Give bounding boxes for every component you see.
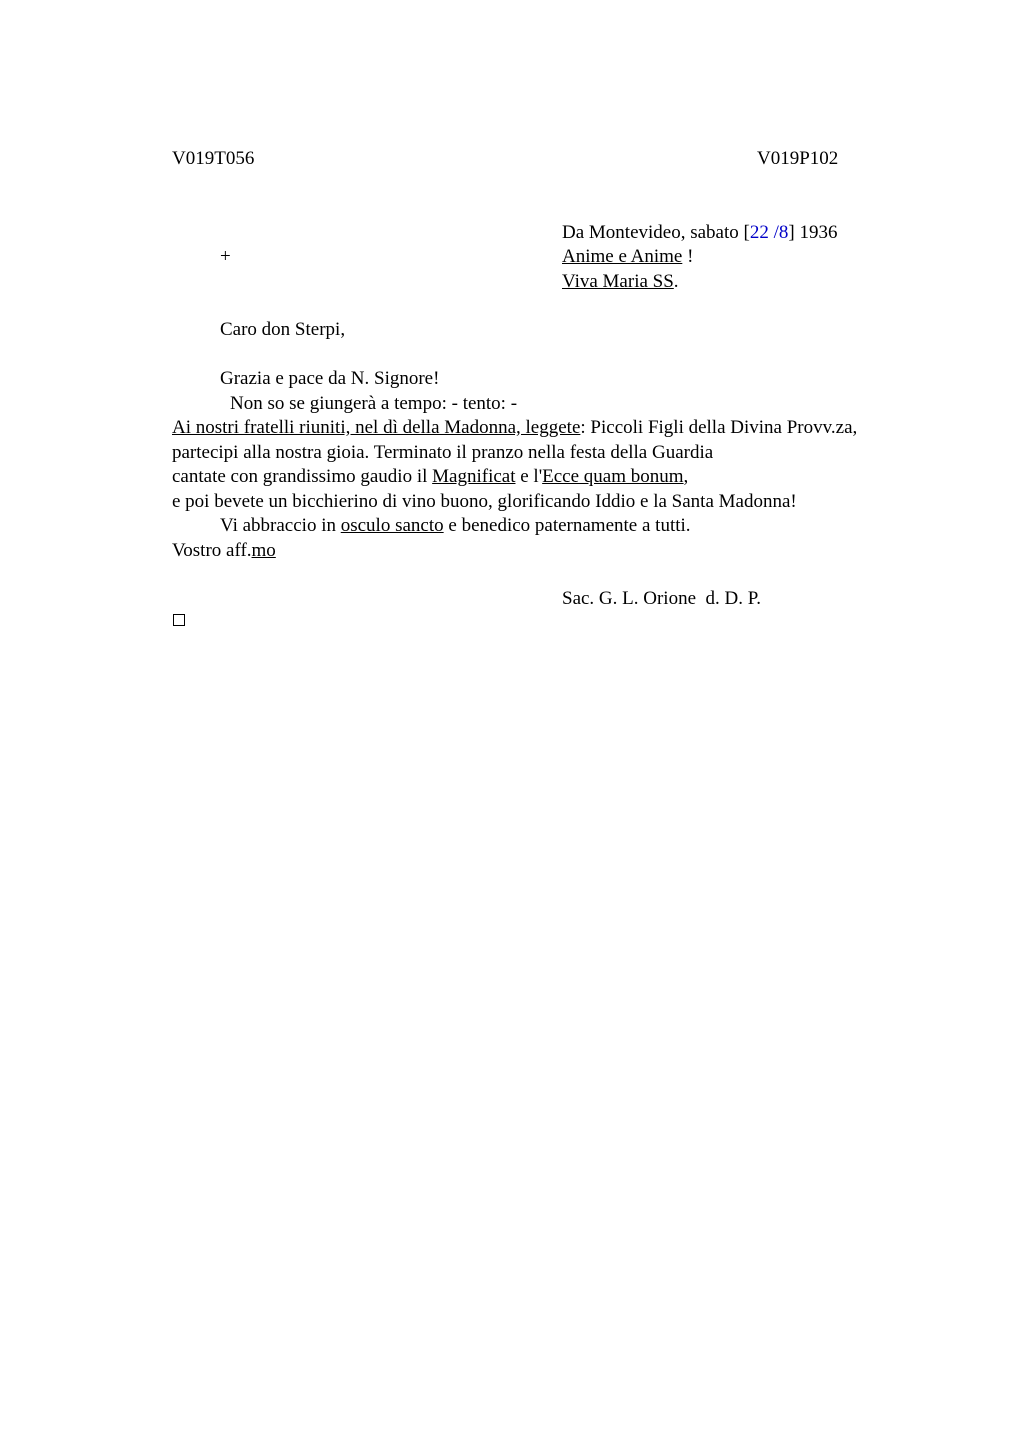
closing-a: Vostro aff. (172, 540, 252, 561)
body-line-2-rest: : Piccoli Figli della Divina Provv.za, (580, 417, 858, 438)
dateline (562, 222, 837, 244)
body-line-4-magnificat: Magnificat (432, 466, 516, 487)
motto-line-1 (562, 246, 693, 268)
body-line-6-underlined: osculo sancto (340, 515, 444, 536)
closing (172, 540, 276, 562)
motto-line-2 (562, 271, 679, 293)
salutation: Caro don Sterpi, (220, 319, 346, 340)
body-line-4-a: cantate con grandissimo gaudio il (172, 466, 433, 487)
cross-symbol: + (220, 246, 231, 267)
dateline-month: 8 (778, 222, 789, 243)
motto-1-underlined: Anime e Anime (562, 246, 683, 267)
signature: Sac. G. L. Orione d. D. P. (562, 588, 761, 609)
dateline-day: 22 (749, 222, 769, 243)
checkbox-square-icon (173, 614, 185, 626)
body-line-4-ecce: Ecce quam bonum (542, 466, 684, 487)
motto-2-underlined: Viva Maria SS (562, 271, 674, 292)
body-line-6-b: e benedico paternamente a tutti. (443, 515, 691, 536)
body-line-6 (220, 515, 691, 537)
body-line-6-a: Vi abbraccio in (220, 515, 341, 536)
closing-underlined: mo (251, 540, 276, 561)
body-line-4-b: e l' (515, 466, 543, 487)
body-line-4 (172, 466, 688, 488)
motto-1-rest: ! (682, 246, 694, 267)
body-line-1: Non so se giungerà a tempo: - tento: - (230, 393, 518, 414)
header-right-code: V019P102 (757, 148, 839, 169)
greeting: Grazia e pace da N. Signore! (220, 368, 440, 389)
header-left-code: V019T056 (172, 148, 255, 169)
dateline-suffix: ] 1936 (788, 222, 838, 243)
body-line-2 (172, 417, 857, 439)
dateline-prefix: Da Montevideo, sabato [ (562, 222, 750, 243)
body-line-5: e poi bevete un bicchierino di vino buono, glorificando Iddio e la Santa Madonna! (172, 491, 797, 512)
body-line-4-c: , (683, 466, 689, 487)
dateline-separator: / (768, 222, 779, 243)
motto-2-rest: . (673, 271, 679, 292)
body-line-3: partecipi alla nostra gioia. Terminato il pranzo nella festa della Guardia (172, 442, 714, 463)
body-line-2-underlined: Ai nostri fratelli riuniti, nel dì della Madonna, leggete (172, 417, 581, 438)
